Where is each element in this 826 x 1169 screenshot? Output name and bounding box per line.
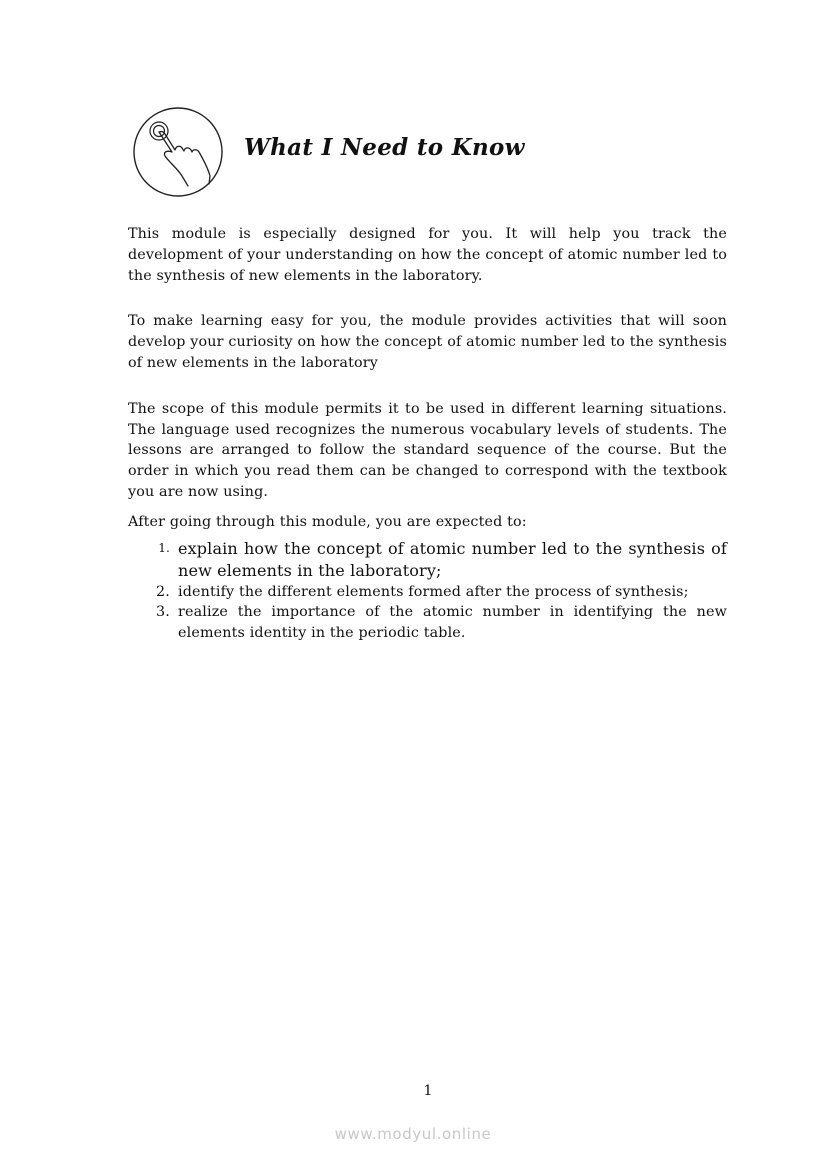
objectives-list [128, 538, 727, 644]
objective-text: explain how the concept of atomic number led to the synthesis of new elements in the laboratory; [178, 538, 727, 580]
intro-paragraph-3: The scope of this module permits it to be used in different learning situations. The language used recognizes the numerous vocabulary levels of students. The lessons are arranged to follow the standard sequence of the course. But the order in which you read them can be changed to correspond with the textbook you are now using. [128, 400, 727, 500]
page-title: What I Need to Know [244, 134, 525, 161]
intro-paragraph-1: This module is especially designed for you. It will help you track the development of your understanding on how the concept of atomic number led to the synthesis of new elements in the laboratory. [128, 226, 727, 284]
watermark: www.modyul.online [334, 1125, 492, 1143]
objective-item [128, 582, 727, 603]
objective-item [128, 602, 727, 644]
intro-paragraph-2: To make learning easy for you, the module provides activities that will soon develop your curiosity on how the concept of atomic number led to the synthesis of new elements in the laboratory [128, 313, 727, 371]
objective-number: 1. [158, 540, 170, 555]
objective-number: 3. [156, 604, 170, 621]
tap-hand-icon [132, 106, 224, 198]
page-number: 1 [423, 1083, 433, 1099]
objective-text: realize the importance of the atomic number in identifying the new elements identity in the periodic table. [178, 604, 727, 642]
objective-number: 2. [156, 583, 170, 600]
objective-text: identify the different elements formed after the process of synthesis; [178, 583, 689, 600]
module-intro [128, 224, 727, 644]
objectives-lead-in: After going through this module, you are expected to: [128, 513, 527, 530]
objective-item [128, 538, 727, 582]
